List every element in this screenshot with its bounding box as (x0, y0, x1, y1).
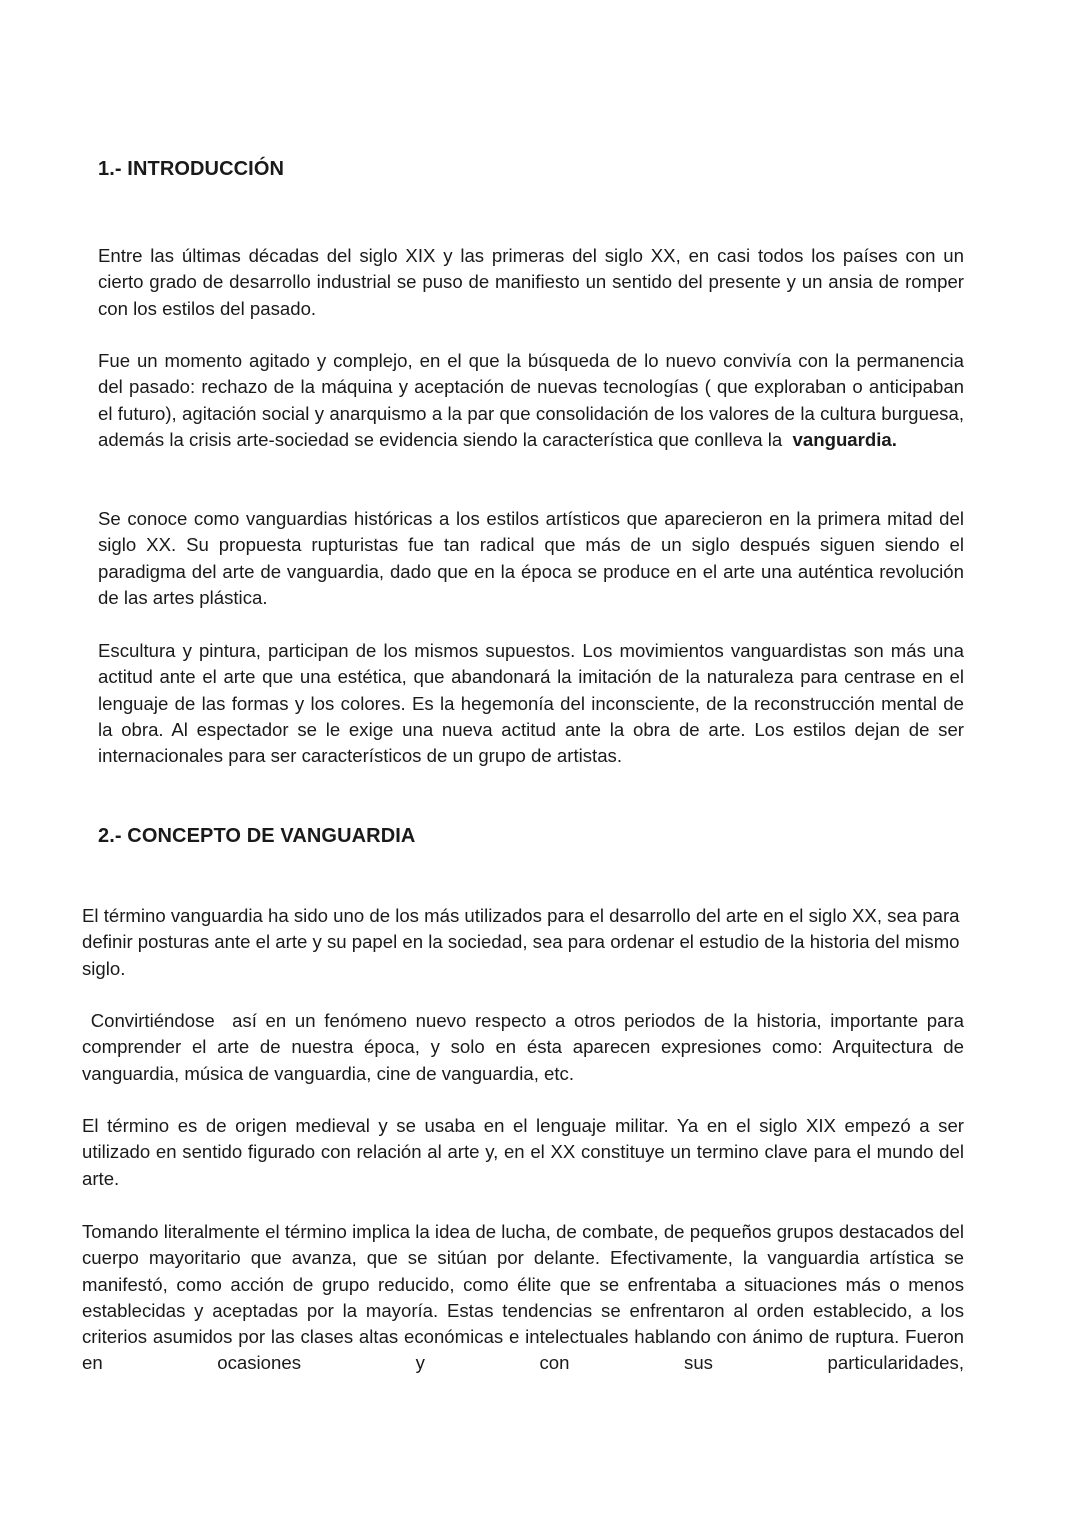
emphasis-vanguardia: vanguardia. (792, 428, 897, 450)
paragraph-intro-2 (98, 348, 964, 453)
paragraph-concept-2: Convirtiéndose así en un fenómeno nuevo respecto a otros periodos de la historia, importante para comprender el arte de nuestra época, y solo en ésta aparecen expresiones como: Arquitectura de vanguardia, música de vanguardia, cine de vanguardia, etc. (82, 1010, 970, 1084)
section-heading-concepto: 2.- CONCEPTO DE VANGUARDIA (98, 825, 416, 847)
paragraph-concept-4: Tomando literalmente el término implica la idea de lucha, de combate, de pequeños grupos destacados del cuerpo mayoritario que avanza, que se sitúan por delante. Efectivamente, la vanguardia artística se manifestó, como acción de grupo reducido, como élite que se enfrentaba a situaciones más o menos establecidas y aceptadas por la mayoría. Estas tendencias se enfrentaron al orden establecido, a los criterios asumidos por las clases altas económicas e intelectuales hablando con ánimo de ruptura. Fueron en ocasiones y con sus particularidades, (82, 1221, 964, 1374)
paragraph-intro-1: Entre las últimas décadas del siglo XIX y las primeras del siglo XX, en casi todos los países con un cierto grado de desarrollo industrial se puso de manifiesto un sentido del presente y un ansia de romper con los estilos del pasado. (98, 245, 964, 319)
section-heading-introduccion: 1.- INTRODUCCIÓN (98, 158, 285, 180)
paragraph-intro-2-text: Fue un momento agitado y complejo, en el que la búsqueda de lo nuevo convivía con la permanencia del pasado: rechazo de la máquina y aceptación de nuevas tecnologías ( que exploraban o anticipaban el futuro), agitación social y anarquismo a la par que consolidación de los valores de la cultura burguesa, además la crisis arte-sociedad se evidencia siendo la característica que conlleva la (98, 350, 964, 450)
paragraph-concept-3: El término es de origen medieval y se usaba en el lenguaje militar. Ya en el siglo XIX empezó a ser utilizado en sentido figurado con relación al arte y, en el XX constituye un termino clave para el mundo del arte. (82, 1115, 964, 1189)
paragraph-intro-3: Se conoce como vanguardias históricas a los estilos artísticos que aparecieron en la primera mitad del siglo XX. Su propuesta rupturistas fue tan radical que más de un siglo después siguen siendo el paradigma del arte de vanguardia, dado que en la época se produce en el arte una auténtica revolución de las artes plástica. (98, 508, 964, 608)
paragraph-concept-1: El término vanguardia ha sido uno de los más utilizados para el desarrollo del arte en el siglo XX, sea para definir posturas ante el arte y su papel en la sociedad, sea para ordenar el estudio de la historia del mismo siglo. (82, 905, 960, 979)
paragraph-intro-4: Escultura y pintura, participan de los mismos supuestos. Los movimientos vanguardistas son más una actitud ante el arte que una estética, que abandonará la imitación de la naturaleza para centrase en el lenguaje de las formas y los colores. Es la hegemonía del inconsciente, de la reconstrucción mental de la obra. Al espectador se le exige una nueva actitud ante la obra de arte. Los estilos dejan de ser internacionales para ser característicos de un grupo de artistas. (98, 640, 964, 767)
